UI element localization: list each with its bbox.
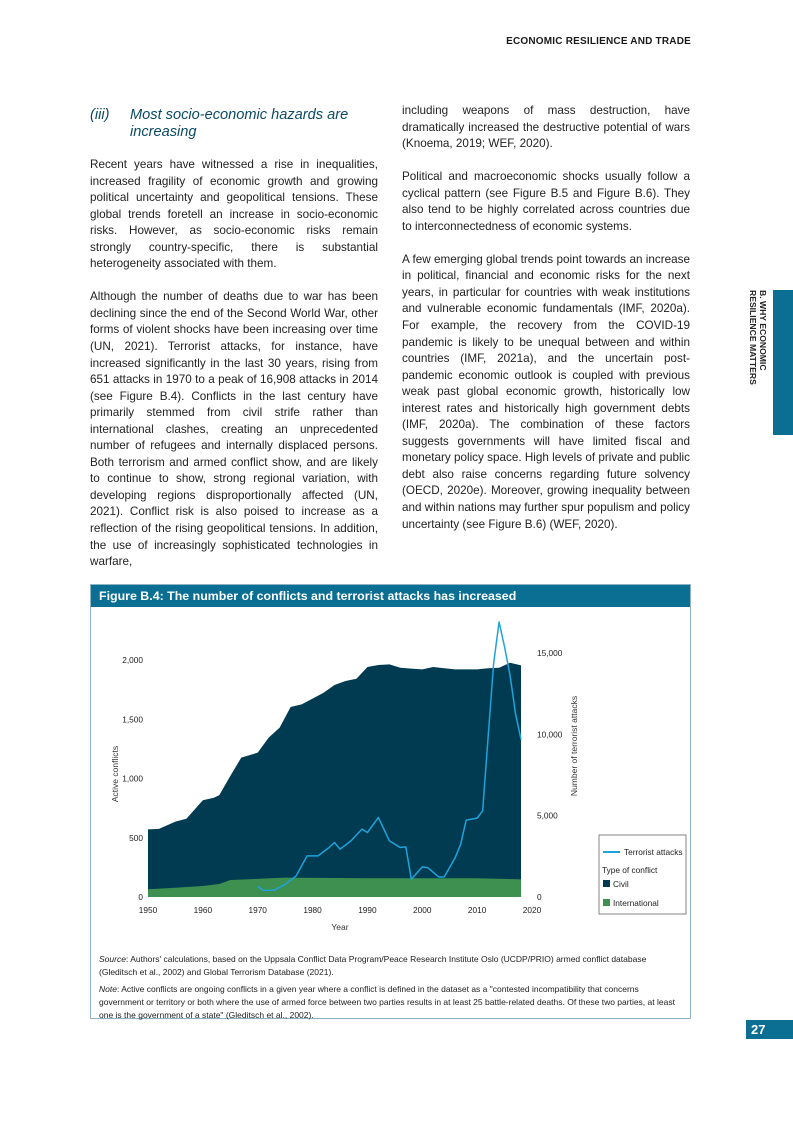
paragraph: A few emerging global trends point towards an increase in political, financial and economic risks for the next years, in particular for countries with weak institutions and vulnerable economic fundamentals (IMF, 2020a). For example, the recovery from the COVID-19 pandemic is likely to be unequal between and within countries (IMF, 2021a), and the uncertain post-pandemic economic outlook is coupled with previous weak past global economic growth, historically low interest rates and historically high government debts (IMF, 2020a). The combination of these factors suggests governments will have limited fiscal and monetary policy space. High levels of private and public debt also raise concerns regarding future solvency (OECD, 2020e). Moreover, growing inequality between and within nations may further spur populism and policy uncertainty (see Figure B.6) (WEF, 2020). [402, 252, 690, 531]
figure-b4 [90, 584, 691, 1019]
paragraph: Although the number of deaths due to war has been declining since the end of the Second World War, other forms of violent shocks have been increasing over time (UN, 2021). Terrorist attacks, for instance, have increased significantly in the last 30 years, rising from 651 attacks in 1970 to a peak of 16,908 attacks in 2014 (see Figure B.4). Conflicts in the last century have primarily stemmed from civil strife rather than international clashes, creating an unprecedented number of refugees and internally displaced persons. Both terrorism and armed conflict show, and are likely to continue to show, strong regional variation, with developing regions disproportionally affected (UN, 2021). Conflict risk is also poised to increase as a reflection of the rising geopolitical tensions. In addition, the use of increasingly sophisticated technologies in warfare, [90, 290, 378, 569]
section-number: (iii) [90, 107, 110, 123]
note-text: : Active conflicts are ongoing conflicts in a given year where a conflict is defined in the dataset as a "contested incompatibility that concerns government or territory or both where the use of armed force between two parties results in at least 25 battle-related deaths. Of these two parties, at least one is the government of a state" (Gleditsch et al., 2002). [99, 984, 675, 1020]
x-axis-tick-label: 2020 [522, 905, 542, 915]
left-axis-tick-label: 2,000 [122, 655, 143, 665]
source-label: Source [99, 954, 126, 964]
note-label: Note [99, 984, 117, 994]
x-axis-tick-label: 1990 [358, 905, 377, 915]
running-head: ECONOMIC RESILIENCE AND TRADE [506, 36, 691, 47]
source-text: : Authors' calculations, based on the Uppsala Conflict Data Program/Peace Research Institute Oslo (UCDP/PRIO) armed conflict database (Gleditsch et al., 2002) and Global Terrorism Database (2021). [99, 954, 647, 977]
legend-international-swatch [603, 899, 610, 906]
chapter-label-line: B. WHY ECONOMIC [758, 290, 768, 371]
legend-terror: Terrorist attacks [624, 847, 683, 857]
legend-international: International [613, 898, 659, 908]
left-axis-title: Active conflicts [110, 745, 120, 803]
x-axis-tick-label: 1970 [248, 905, 267, 915]
x-axis-tick-label: 2000 [413, 905, 432, 915]
x-axis-tick-label: 1950 [138, 905, 158, 915]
chapter-label-line: RESILIENCE MATTERS [748, 290, 758, 385]
left-column [90, 107, 378, 587]
right-axis-tick-label: 5,000 [537, 810, 558, 821]
right-column [402, 103, 690, 550]
figure-notes [99, 953, 684, 1026]
x-axis-tick-label: 2010 [467, 905, 487, 915]
figure-title: Figure B.4: The number of conflicts and terrorist attacks has increased [91, 585, 690, 607]
left-axis-tick-label: 500 [129, 832, 143, 843]
section-heading [90, 107, 378, 141]
right-axis-tick-label: 0 [537, 892, 542, 902]
left-axis-tick-label: 1,500 [122, 714, 143, 725]
x-axis-title: Year [331, 922, 349, 932]
legend-civil: Civil [613, 879, 629, 889]
left-axis-tick-label: 1,000 [122, 773, 143, 784]
paragraph: Political and macroeconomic shocks usually follow a cyclical pattern (see Figure B.5 and Figure B.6). They also tend to be highly correlated across countries due to interconnectedness of economic systems. [402, 170, 690, 233]
paragraph: including weapons of mass destruction, have dramatically increased the destructive potential of wars (Knoema, 2019; WEF, 2020). [402, 104, 690, 151]
chart [90, 606, 691, 946]
note [99, 983, 684, 1022]
section-title: Most socio-economic hazards are increasing [130, 107, 349, 140]
chapter-side-label [748, 290, 768, 385]
civil-conflicts-area [148, 663, 521, 897]
legend-civil-swatch [603, 880, 610, 887]
right-axis-title: Number of terrorist attacks [569, 695, 579, 797]
right-axis-tick-label: 10,000 [537, 729, 563, 740]
left-axis-tick-label: 0 [138, 892, 143, 902]
x-axis-tick-label: 1980 [303, 905, 322, 915]
paragraph: Recent years have witnessed a rise in inequalities, increased fragility of economic growth and growing political uncertainty and geopolitical tensions. These global trends foretell an increase in socio-economic risks. However, as socio-economic risks remain strongly country-specific, there is substantial heterogeneity associated with them. [90, 158, 378, 271]
legend [599, 835, 686, 914]
chapter-tab [773, 290, 793, 435]
source-note [99, 953, 684, 979]
x-axis-tick-label: 1960 [193, 905, 213, 915]
right-axis-tick-label: 15,000 [537, 648, 563, 658]
legend-group-title: Type of conflict [602, 865, 658, 875]
page-number: 27 [746, 1020, 793, 1039]
